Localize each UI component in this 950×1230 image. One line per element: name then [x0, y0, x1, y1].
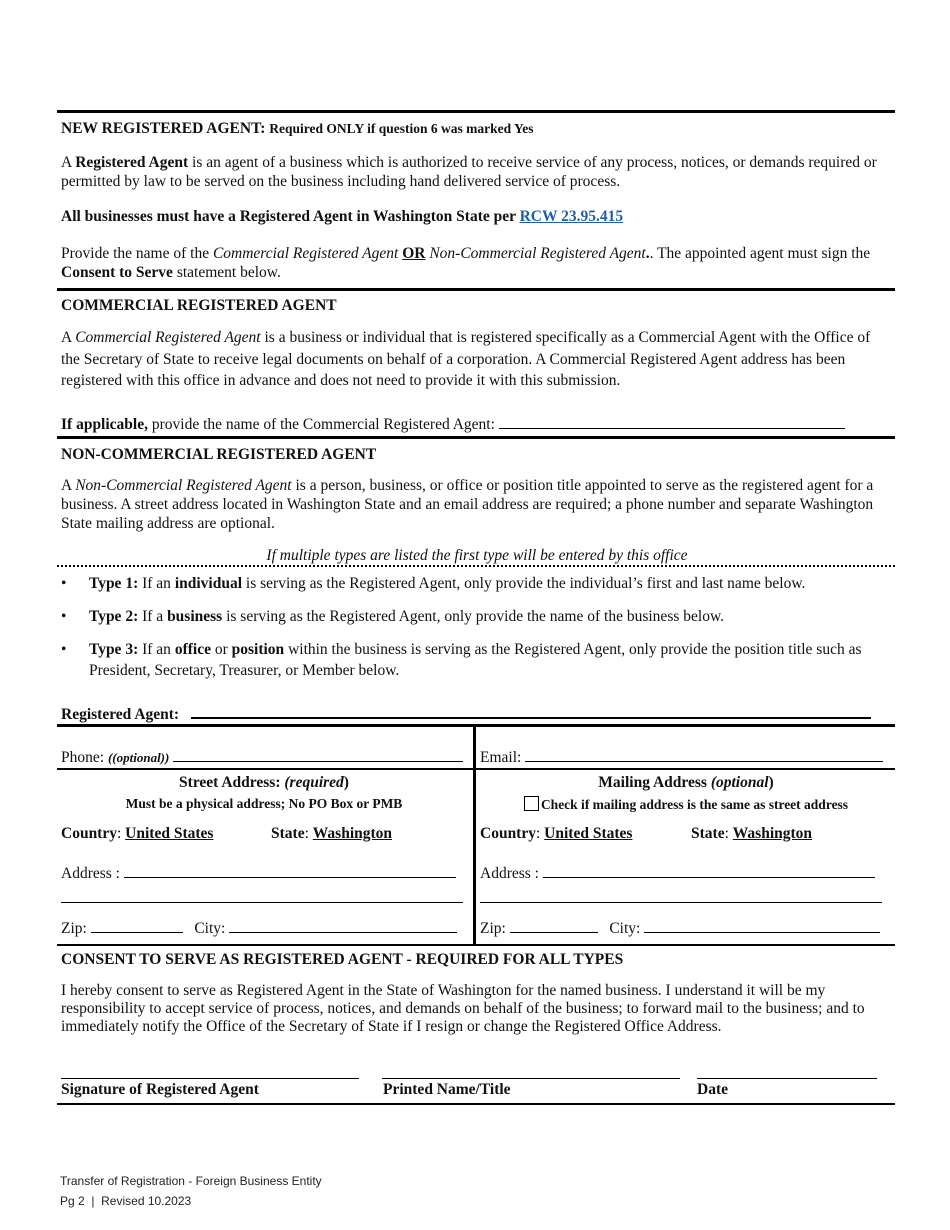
street-country: Country: United States [61, 825, 214, 842]
street-city-input[interactable] [229, 917, 457, 933]
section-header [61, 119, 893, 138]
street-zip-input[interactable] [91, 917, 183, 933]
signature-line[interactable] [61, 1078, 359, 1079]
street-address-input-2[interactable] [61, 887, 463, 903]
type-1-item: • Type 1: If an individual is serving as the Registered Agent, only provide the individual’s first and last name below. [61, 575, 806, 592]
street-address-field: Address : [61, 862, 467, 883]
mailing-zip-input[interactable] [510, 917, 598, 933]
mailing-country: Country: United States [480, 825, 633, 842]
footer-title: Transfer of Registration - Foreign Business Entity [60, 1174, 322, 1188]
mailing-zip-city: Zip: City: [480, 917, 892, 938]
date-line[interactable] [697, 1078, 877, 1079]
rule-commercial [57, 288, 895, 291]
rcw-link[interactable]: RCW 23.95.415 [519, 208, 624, 225]
street-address-subtitle: Must be a physical address; No PO Box or PMB [125, 796, 403, 811]
mailing-city-input[interactable] [644, 917, 880, 933]
commercial-heading: COMMERCIAL REGISTERED AGENT [61, 297, 337, 314]
multiple-types-note: If multiple types are listed the first type will be entered by this office [266, 547, 688, 564]
mailing-same-checkbox[interactable] [524, 796, 539, 811]
type-2-item: • Type 2: If a business is serving as the Registered Agent, only provide the name of the business below. [61, 608, 725, 625]
email-input[interactable] [525, 746, 883, 762]
rule-address [57, 768, 895, 770]
street-address-title: Street Address: (required) [179, 774, 349, 791]
consent-body: I hereby consent to serve as Registered Agent in the State of Washington for the named business. I understand it will be my responsibility to accept service of process, notices, and demands on behalf of the business; to forward mail to the business; and to immediately notify the Office of the Secretary of State if I resign or change the Registered Office Address. [61, 982, 865, 1035]
column-divider [473, 724, 476, 946]
commercial-agent-input[interactable] [499, 413, 845, 429]
rule-noncommercial [57, 436, 895, 439]
printed-name-line[interactable] [382, 1078, 680, 1079]
mailing-address-line-2 [480, 887, 882, 908]
commercial-agent-field: If applicable, provide the name of the Commercial Registered Agent: [61, 413, 893, 434]
registered-agent-input[interactable] [191, 702, 871, 719]
printed-name-label: Printed Name/Title [383, 1081, 511, 1098]
top-rule [57, 110, 895, 113]
mailing-address-input-2[interactable] [480, 887, 882, 903]
email-field: Email: [480, 746, 890, 767]
intro-paragraph-1: A Registered Agent is an agent of a business which is authorized to receive service of any process, notices, or demands required or permitted by law to be served on the business including hand delivered service of process. [61, 154, 877, 190]
commercial-body: A Commercial Registered Agent is a business or individual that is registered specifically as a Commercial Agent with the Office of the Secretary of State to receive legal documents on behalf of a corporation. A Commercial Registered Agent address has been registered with this office in advance and does not need to provide it with this submission. [61, 329, 871, 389]
section-title-note: Required ONLY if question 6 was marked Yes [269, 121, 534, 136]
rule-consent [57, 944, 895, 946]
street-address-input[interactable] [124, 862, 456, 878]
intro-paragraph-3: Provide the name of the Commercial Registered Agent OR Non-Commercial Registered Agent.. The appointed agent must sign the Consent to Serve statement below. [61, 245, 871, 281]
street-state: State: Washington [271, 825, 393, 842]
phone-field: Phone: ((optional)) [61, 746, 467, 767]
street-address-line-2 [61, 887, 463, 908]
dotted-divider [57, 565, 895, 567]
consent-heading: CONSENT TO SERVE AS REGISTERED AGENT - REQUIRED FOR ALL TYPES [61, 951, 624, 968]
date-label: Date [697, 1081, 728, 1098]
bottom-rule [57, 1103, 895, 1105]
section-title: NEW REGISTERED AGENT: [61, 120, 266, 137]
mailing-address-field: Address : [480, 862, 890, 883]
type-3-item: • Type 3: If an office or position within the business is serving as the Registered Agent, only provide the position title such as President, Secretary, Treasurer, or Member below. [61, 641, 862, 679]
mailing-address-input[interactable] [543, 862, 875, 878]
mailing-same-checkbox-row: Check if mailing address is the same as street address [477, 796, 895, 813]
street-zip-city: Zip: City: [61, 917, 467, 938]
noncommercial-heading: NON-COMMERCIAL REGISTERED AGENT [61, 446, 377, 463]
rule-contact [57, 724, 895, 727]
phone-input[interactable] [173, 746, 463, 762]
registered-agent-field: Registered Agent: [61, 702, 893, 724]
form-page [57, 0, 895, 1230]
mailing-address-title: Mailing Address (optional) [598, 774, 774, 791]
footer-page-info: Pg 2 | Revised 10.2023 [60, 1194, 192, 1208]
signature-label: Signature of Registered Agent [61, 1081, 259, 1098]
intro-paragraph-2: All businesses must have a Registered Agent in Washington State per RCW 23.95.415 [61, 208, 624, 225]
mailing-state: State: Washington [691, 825, 813, 842]
noncommercial-body: A Non-Commercial Registered Agent is a person, business, or office or position title appointed to serve as the registered agent for a business. A street address located in Washington State and an email address are required; a phone number and separate Washington State mailing address are optional. [61, 477, 874, 532]
